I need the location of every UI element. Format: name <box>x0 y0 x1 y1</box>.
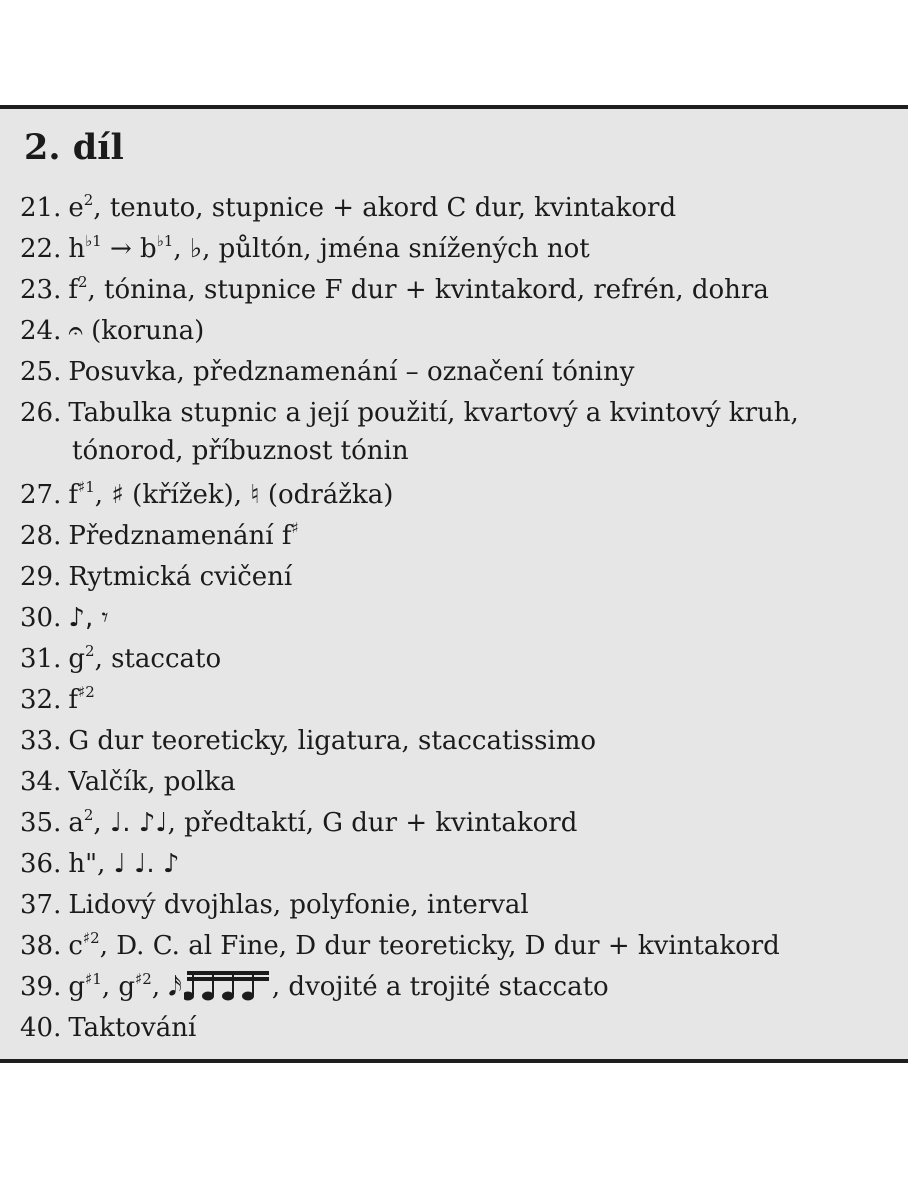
list-item <box>20 846 180 882</box>
item-number: 21. <box>20 193 62 223</box>
item-text: Posuvka, předznamenání – označení tóniny <box>68 357 635 387</box>
item-number: 28. <box>20 521 62 551</box>
item-text: h <box>68 234 86 264</box>
item-number: 30. <box>20 603 62 633</box>
item-superscript: 2 <box>83 191 94 209</box>
list-item <box>20 313 204 349</box>
item-superscript: ♯1 <box>85 970 102 988</box>
item-text: c <box>68 931 83 961</box>
list-item <box>20 477 393 513</box>
item-text: , ♯ (křížek), ♮ (odrážka) <box>94 480 394 510</box>
item-number: 34. <box>20 767 62 797</box>
list-item <box>20 887 529 923</box>
item-text: f <box>68 685 78 715</box>
list-item <box>20 969 609 1005</box>
item-superscript: ♯2 <box>135 970 152 988</box>
item-number: 25. <box>20 357 62 387</box>
item-text: e <box>68 193 84 223</box>
item-text: → b <box>101 234 157 264</box>
list-item <box>20 723 596 759</box>
item-number: 24. <box>20 316 62 346</box>
item-number: 26. <box>20 398 62 428</box>
item-text: , <box>97 849 114 879</box>
item-superscript: ♯1 <box>77 478 95 496</box>
list-item <box>20 1010 196 1046</box>
item-text: Lidový dvojhlas, polyfonie, interval <box>68 890 529 920</box>
item-text: g <box>68 972 86 1002</box>
item-text: , <box>93 808 110 838</box>
item-text: a <box>68 808 84 838</box>
list-item <box>20 190 676 226</box>
list-item <box>20 600 108 636</box>
item-superscript: ♯2 <box>77 683 95 701</box>
item-text: , ♭, půltón, jména snížených not <box>173 234 590 264</box>
list-item <box>20 641 221 677</box>
rhythm-notes-icon: ♩ ♩. ♪ <box>113 849 180 879</box>
sixteenth-note-icon: 𝅘𝅥𝅯 <box>168 972 182 1002</box>
item-number: 31. <box>20 644 62 674</box>
item-text: Valčík, polka <box>68 767 236 797</box>
list-item <box>20 354 634 390</box>
item-text: G dur teoreticky, ligatura, staccatissimo <box>68 726 597 756</box>
item-number: 36. <box>20 849 62 879</box>
item-number: 38. <box>20 931 62 961</box>
list-item <box>20 231 590 267</box>
beamed-sixteenths-icon <box>184 969 272 1001</box>
item-number: 37. <box>20 890 62 920</box>
item-text: , dvojité a trojité staccato <box>271 972 609 1002</box>
list-item <box>20 395 799 431</box>
item-text: , staccato <box>94 644 222 674</box>
section-heading: 2. díl <box>24 127 124 168</box>
eighth-rest-icon: , 𝄾 <box>84 603 109 633</box>
item-superscript: 2 <box>77 273 88 291</box>
item-text: , g <box>101 972 136 1002</box>
eighth-note-icon: ♪ <box>68 603 85 633</box>
item-superscript: 2 <box>83 806 94 824</box>
item-number: 22. <box>20 234 62 264</box>
list-item <box>20 764 236 800</box>
list-item-continuation <box>72 433 409 469</box>
item-number: 23. <box>20 275 62 305</box>
item-number: 27. <box>20 480 62 510</box>
item-number: 35. <box>20 808 62 838</box>
item-text: , tenuto, stupnice + akord C dur, kvintakord <box>93 193 677 223</box>
item-text: f <box>68 480 78 510</box>
list-item <box>20 518 299 554</box>
list-item <box>20 682 95 718</box>
item-text: f <box>68 275 78 305</box>
fermata-icon: 𝄐 <box>68 316 83 346</box>
list-item <box>20 928 780 964</box>
item-number: 29. <box>20 562 62 592</box>
item-text: g <box>68 644 86 674</box>
list-item <box>20 272 769 308</box>
item-text: , <box>151 972 169 1002</box>
item-text: tónorod, příbuznost tónin <box>72 436 409 466</box>
item-text: Rytmická cvičení <box>68 562 293 592</box>
item-text: , předtaktí, G dur + kvintakord <box>167 808 578 838</box>
item-text: Tabulka stupnic a její použití, kvartový a kvintový kruh, <box>68 398 799 428</box>
item-text: Taktování <box>68 1013 197 1043</box>
item-text: Předznamenání f <box>68 521 292 551</box>
item-number: 39. <box>20 972 62 1002</box>
item-number: 33. <box>20 726 62 756</box>
item-text: , D. C. al Fine, D dur teoreticky, D dur + kvintakord <box>99 931 780 961</box>
item-number: 32. <box>20 685 62 715</box>
item-text: (koruna) <box>82 316 205 346</box>
item-superscript: 2 <box>85 642 95 660</box>
item-text: , tónina, stupnice F dur + kvintakord, refrén, dohra <box>87 275 769 305</box>
item-superscript: ♭1 <box>156 232 174 250</box>
list-item <box>20 559 292 595</box>
item-superscript: ♭1 <box>85 232 102 250</box>
rhythm-notes-icon: ♩. ♪♩ <box>109 808 168 838</box>
item-number: 40. <box>20 1013 62 1043</box>
item-superscript: ♯2 <box>82 929 100 947</box>
item-superscript: ♯ <box>291 519 299 537</box>
item-text: h" <box>68 849 98 879</box>
list-item <box>20 805 577 841</box>
